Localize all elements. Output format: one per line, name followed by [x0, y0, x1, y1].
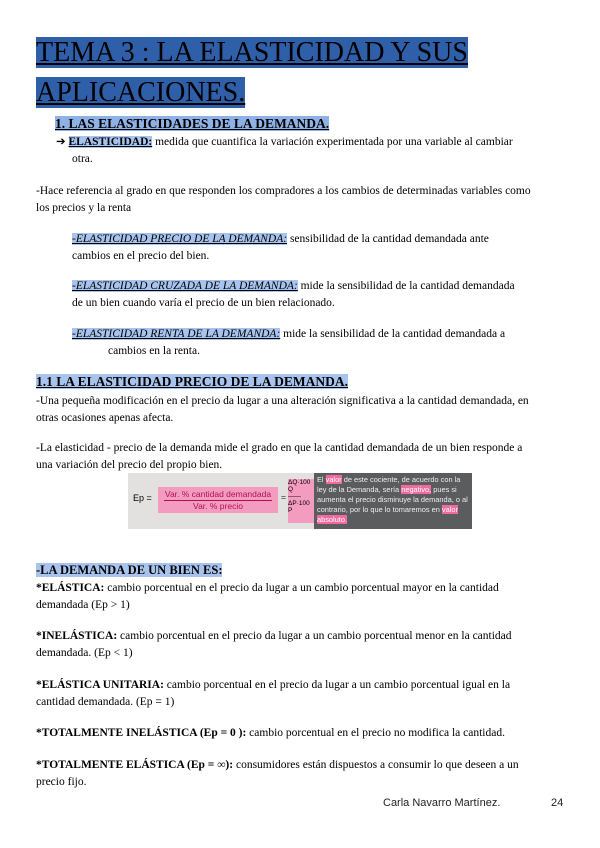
formula-dp: ΔP [288, 500, 297, 507]
elastica-term: *ELÁSTICA: [36, 582, 105, 594]
formula-ep: Ep = [133, 493, 152, 503]
section-heading-3-text: -LA DEMANDA DE UN BIEN ES: [36, 563, 223, 577]
section-heading-1 [55, 116, 329, 132]
inelastica-text: cambio porcentual en el precio da lugar a un cambio porcentual menor en la cantidad [117, 630, 512, 642]
elastica-text-cont: demandada (Ep > 1) [36, 599, 130, 611]
elasticidad-renta-text-cont: cambios en la renta. [108, 345, 200, 357]
section-heading-2-text: 1.1 LA ELASTICIDAD PRECIO DE LA DEMANDA. [36, 374, 349, 389]
item-inelastica [36, 628, 566, 662]
elasticidad-cruzada-text: mide la sensibilidad de la cantidad demandada [297, 280, 515, 292]
item-elastica [36, 580, 566, 614]
elasticidad-cruzada-text-cont: de un bien cuando varía el precio de un bien relacionado. [72, 297, 335, 309]
formula-x100b: ·100 [296, 500, 310, 507]
elasticidad-cruzada-item [72, 278, 572, 312]
page-title [36, 38, 556, 67]
unitaria-text-cont: cantidad demandada. (Ep = 1) [36, 696, 175, 708]
unitaria-term: *ELÁSTICA UNITARIA: [36, 679, 164, 691]
section-heading-3 [36, 563, 222, 578]
elasticidad-precio-term: -ELASTICIDAD PRECIO DE LA DEMANDA: [72, 233, 288, 245]
tot-inel-term: *TOTALMENTE INELÁSTICA (Ep = 0 ): [36, 727, 247, 739]
definition-term: ELASTICIDAD: [68, 136, 153, 148]
s2-p2-line-1: -La elasticidad - precio de la demanda mide el grado en que la cantidad demandada de un bien responde a [36, 442, 523, 454]
tot-el-text-cont: precio fijo. [36, 776, 87, 788]
elasticidad-renta-text: mide la sensibilidad de la cantidad demandada a [280, 328, 506, 340]
formula-dq: ΔQ [288, 479, 298, 486]
formula-q: Q [288, 486, 294, 493]
intro-line-1: -Hace referencia al grado en que responden los compradores a los cambios de determinadas variables como [36, 185, 531, 197]
note-valor: valor [325, 475, 342, 484]
formula-p: P [288, 507, 293, 514]
note-valor-absoluto: valor absoluto. [317, 505, 458, 524]
title-line-1: TEMA 3 : LA ELASTICIDAD Y SUS [36, 37, 468, 68]
formula-image [128, 473, 472, 529]
elasticidad-precio-item [72, 231, 572, 265]
definition-elasticidad [56, 134, 556, 151]
unitaria-text: cambio porcentual en el precio da lugar a un cambio porcentual igual en la [163, 679, 511, 691]
elasticidad-renta-item [72, 326, 572, 360]
page-number: 24 [551, 797, 564, 809]
tot-el-text: consumidores están dispuestos a consumir lo que deseen a un [233, 759, 519, 771]
elasticidad-precio-text-cont: cambios en el precio del bien. [72, 250, 210, 262]
section-heading-1-text: 1. LAS ELASTICIDADES DE LA DEMANDA. [55, 116, 330, 131]
section2-paragraph-1 [36, 393, 566, 427]
section-heading-2 [36, 374, 348, 390]
tot-inel-text: cambio porcentual en el precio no modifica la cantidad. [246, 727, 505, 739]
footer-author: Carla Navarro Martínez. [383, 797, 501, 809]
elasticidad-renta-term: -ELASTICIDAD RENTA DE LA DEMANDA: [72, 328, 281, 340]
s2-p2-line-2: una variación del precio del propio bien. [36, 459, 223, 471]
elasticidad-cruzada-term: -ELASTICIDAD CRUZADA DE LA DEMANDA: [72, 280, 298, 292]
formula-numerator: Var. % cantidad demandada [164, 489, 272, 499]
intro-paragraph [36, 183, 566, 217]
intro-line-2: los precios y la renta [36, 202, 132, 214]
item-unitaria [36, 677, 566, 711]
inelastica-text-cont: demandada. (Ep < 1) [36, 647, 133, 659]
page-title-continued [36, 78, 556, 107]
formula-panel [128, 473, 314, 529]
s2-p1-line-1: -Una pequeña modificación en el precio da lugar a una alteración significativa a la cantidad demandada, en [36, 395, 529, 407]
formula-denominator: Var. % precio [193, 501, 243, 511]
section2-paragraph-2 [36, 440, 566, 474]
item-totalmente-elastica [36, 757, 566, 791]
arrow-icon: ➔ [56, 136, 66, 148]
formula-ratio: ΔQ·100 Q —— ΔP·100 P [288, 479, 311, 514]
formula-equals: = [281, 493, 287, 503]
definition-text: medida que cuantifica la variación experimentada por una variable al cambiar [152, 136, 513, 148]
formula-note: El valor de este cociente, de acuerdo con la ley de la Demanda, sería negativo, pues si aumenta el precio disminuye la demanda, o al contrario, por lo que lo tomaremos en valor absoluto. [314, 473, 472, 529]
elasticidad-precio-text: sensibilidad de la cantidad demandada ante [287, 233, 489, 245]
definition-text-cont: otra. [72, 153, 93, 165]
tot-el-term: *TOTALMENTE ELÁSTICA (Ep = ∞): [36, 759, 234, 771]
item-totalmente-inelastica [36, 725, 566, 742]
title-line-2: APLICACIONES. [36, 77, 246, 108]
elastica-text: cambio porcentual en el precio da lugar a un cambio porcentual mayor en la cantidad [104, 582, 499, 594]
formula-x100a: ·100 [297, 479, 311, 486]
inelastica-term: *INELÁSTICA: [36, 630, 118, 642]
s2-p1-line-2: otras ocasiones apenas afecta. [36, 412, 174, 424]
note-negativo: negativo, [401, 485, 432, 494]
